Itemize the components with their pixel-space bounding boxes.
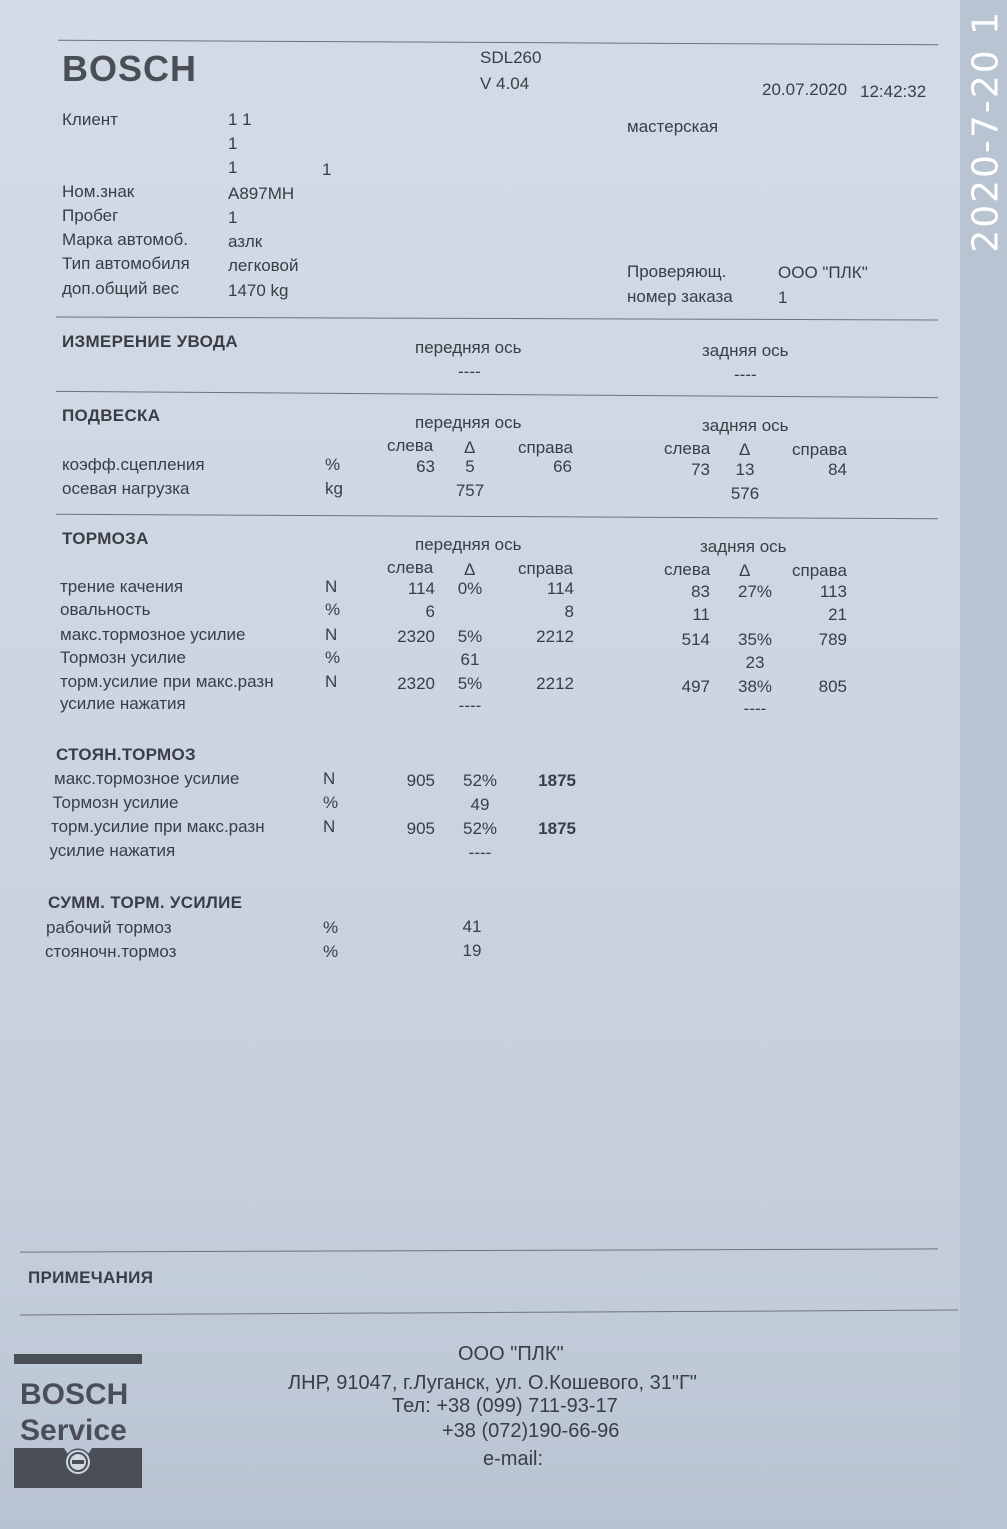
brakes-rear-left-value: 497 — [681, 677, 710, 696]
client-line3a: 1 — [228, 158, 238, 177]
brakes-rear-left-value: 11 — [692, 605, 710, 624]
device-model: SDL260 — [480, 48, 542, 67]
order-label: номер заказа — [627, 287, 733, 306]
suspension-front-delta-header: Δ — [464, 438, 476, 457]
suspension-row-label: коэфф.сцепления — [62, 455, 205, 474]
weight-label: доп.общий вес — [62, 279, 179, 298]
inspector-value: ООО "ПЛК" — [778, 263, 868, 282]
brakes-row-label: овальность — [60, 600, 151, 619]
total-row-label: стояночн.тормоз — [45, 942, 177, 961]
parking-row-label: торм.усилие при макс.разн — [51, 817, 265, 836]
suspension-rear-right-header: справа — [792, 440, 847, 459]
footer-company: ООО "ПЛК" — [458, 1343, 564, 1365]
parking-row-unit: N — [323, 769, 336, 788]
toe-front-axle: передняя ось — [415, 338, 522, 357]
brakes-row-unit: N — [325, 625, 338, 644]
suspension-front-right-header: справа — [518, 438, 573, 457]
bosch-logo: BOSCH — [62, 48, 198, 89]
bosch-service-line1: BOSCH — [20, 1378, 129, 1411]
footer-address: ЛНР, 91047, г.Луганск, ул. О.Кошевого, 31"Г" — [288, 1372, 697, 1394]
brakes-front-left-header: слева — [387, 558, 434, 577]
brakes-front-right-value: 2212 — [536, 674, 574, 693]
brakes-rear-right-header: справа — [792, 561, 847, 580]
parking-title: СТОЯН.ТОРМОЗ — [56, 745, 196, 764]
parking-row-label: макс.тормозное усилие — [54, 769, 240, 788]
total-row-value: 41 — [462, 917, 482, 936]
footer-email: e-mail: — [483, 1448, 544, 1470]
brakes-front-right-value: 8 — [564, 602, 574, 621]
suspension-row-unit: kg — [325, 479, 343, 498]
brakes-rear-delta-header: Δ — [739, 561, 751, 580]
parking-left-value: 905 — [406, 819, 435, 838]
print-date: 20.07.2020 — [762, 80, 848, 99]
toe-rear-axle: задняя ось — [702, 341, 789, 360]
parking-left-value: 905 — [406, 771, 435, 790]
toe-rear-value: ---- — [734, 365, 757, 384]
total-title: СУММ. ТОРМ. УСИЛИЕ — [48, 893, 243, 912]
client-line3b: 1 — [322, 160, 332, 179]
suspension-front-left-header: слева — [387, 436, 434, 455]
photo-date-stamp: 2020-7-20 1 — [966, 10, 1007, 253]
brakes-front-right-value: 2212 — [536, 627, 574, 646]
header-top-rule — [58, 40, 938, 46]
weight-value: 1470 kg — [228, 281, 289, 300]
type-label: Тип автомобиля — [62, 254, 190, 273]
brakes-rear-delta-value: ---- — [743, 699, 767, 718]
brakes-row-unit: N — [325, 672, 338, 691]
parking-row-unit: % — [323, 793, 339, 812]
brakes-rear-delta-value: 35% — [737, 630, 773, 649]
bosch-service-logo — [14, 1354, 142, 1494]
client-line2: 1 — [228, 134, 238, 153]
brakes-rear-left-header: слева — [664, 560, 711, 579]
brakes-row-unit: N — [325, 577, 338, 596]
brakes-rear-delta-value: 23 — [745, 653, 765, 672]
suspension-front-delta-value: 757 — [455, 481, 485, 500]
brakes-front-axle: передняя ось — [415, 535, 522, 554]
brakes-front-left-value: 2320 — [397, 674, 435, 693]
suspension-rear-delta-header: Δ — [739, 440, 751, 459]
inspector-label: Проверяющ. — [627, 262, 727, 281]
brakes-front-delta-value: ---- — [458, 696, 482, 715]
rule-client — [56, 316, 938, 320]
brakes-front-left-value: 114 — [407, 579, 435, 598]
suspension-rear-axle: задняя ось — [702, 416, 789, 435]
brakes-rear-right-value: 789 — [818, 630, 847, 649]
type-value: легковой — [228, 256, 299, 275]
parking-delta-value: 49 — [470, 795, 490, 814]
rule-suspension — [56, 514, 938, 520]
bosch-armature-icon — [14, 1448, 142, 1488]
parking-right-value: 1875 — [538, 819, 576, 838]
suspension-front-axle: передняя ось — [415, 413, 522, 432]
brakes-row-label: трение качения — [60, 577, 184, 596]
suspension-front-right-value: 66 — [553, 457, 572, 476]
parking-row-label: Тормозн усилие — [52, 793, 179, 812]
brakes-front-left-value: 6 — [425, 602, 435, 621]
device-version: V 4.04 — [480, 74, 530, 93]
brakes-row-unit: % — [325, 648, 341, 667]
bosch-service-line2: Service — [20, 1414, 127, 1447]
brakes-rear-right-value: 113 — [819, 582, 847, 601]
brakes-row-label: Тормозн усилие — [60, 648, 186, 667]
rule-toe — [56, 391, 938, 398]
suspension-row-label: осевая нагрузка — [62, 479, 190, 498]
brakes-row-label: усилие нажатия — [60, 694, 186, 713]
parking-delta-value: 52% — [462, 819, 498, 838]
suspension-front-left-value: 63 — [416, 457, 435, 476]
toe-title: ИЗМЕРЕНИЕ УВОДА — [62, 332, 238, 351]
brakes-front-delta-header: Δ — [464, 560, 476, 579]
brakes-rear-delta-value: 27% — [737, 582, 773, 601]
parking-row-unit: N — [323, 817, 336, 836]
parking-delta-value: 52% — [462, 771, 498, 790]
brakes-rear-left-value: 514 — [681, 630, 710, 649]
brakes-front-left-value: 2320 — [397, 627, 435, 646]
brakes-row-label: торм.усилие при макс.разн — [60, 672, 274, 691]
brakes-rear-right-value: 805 — [818, 677, 847, 696]
suspension-title: ПОДВЕСКА — [62, 406, 161, 425]
client-label: Клиент — [62, 110, 118, 129]
brakes-front-delta-value: 5% — [457, 627, 483, 646]
plate-value: А897МН — [228, 184, 295, 203]
brakes-rear-right-value: 21 — [828, 605, 847, 624]
plate-label: Ном.знак — [62, 182, 135, 201]
mileage-label: Пробег — [62, 206, 119, 225]
parking-row-label: усилие нажатия — [49, 841, 176, 860]
toe-front-value: ---- — [458, 362, 481, 381]
footer-phone2: +38 (072)190-66-96 — [442, 1420, 620, 1442]
brakes-front-delta-value: 61 — [460, 650, 480, 669]
suspension-rear-delta-value: 576 — [730, 484, 760, 503]
brakes-front-delta-value: 0% — [457, 579, 483, 598]
order-value: 1 — [778, 288, 788, 307]
total-row-label: рабочий тормоз — [46, 918, 172, 937]
workshop-label: мастерская — [627, 117, 719, 136]
rule-notes-bottom — [20, 1310, 958, 1316]
brakes-front-delta-value: 5% — [457, 674, 483, 693]
brakes-rear-delta-value: 38% — [737, 677, 773, 696]
footer-phone1: Тел: +38 (099) 711-93-17 — [392, 1395, 618, 1417]
brakes-front-right-value: 114 — [546, 579, 574, 598]
suspension-rear-right-value: 84 — [828, 460, 847, 479]
brakes-front-right-header: справа — [518, 559, 573, 578]
total-row-unit: % — [323, 942, 339, 961]
total-row-unit: % — [323, 918, 339, 937]
suspension-rear-delta-value: 13 — [735, 460, 755, 479]
brakes-rear-axle: задняя ось — [700, 537, 787, 556]
suspension-row-unit: % — [325, 455, 341, 474]
rule-notes-top — [20, 1248, 938, 1252]
print-time: 12:42:32 — [860, 82, 927, 101]
client-line1: 1 1 — [228, 110, 252, 129]
notes-title: ПРИМЕЧАНИЯ — [28, 1268, 154, 1287]
suspension-front-delta-value: 5 — [465, 457, 475, 476]
make-label: Марка автомоб. — [62, 230, 189, 249]
make-value: азлк — [228, 232, 263, 251]
brakes-title: ТОРМОЗА — [62, 529, 149, 548]
suspension-rear-left-header: слева — [664, 439, 711, 458]
total-row-value: 19 — [462, 941, 482, 960]
parking-delta-value: ---- — [468, 843, 492, 862]
brakes-row-unit: % — [325, 600, 341, 619]
brakes-rear-left-value: 83 — [691, 582, 710, 601]
mileage-value: 1 — [228, 208, 238, 227]
brakes-row-label: макс.тормозное усилие — [60, 625, 246, 644]
parking-right-value: 1875 — [538, 771, 576, 790]
suspension-rear-left-value: 73 — [691, 460, 710, 479]
